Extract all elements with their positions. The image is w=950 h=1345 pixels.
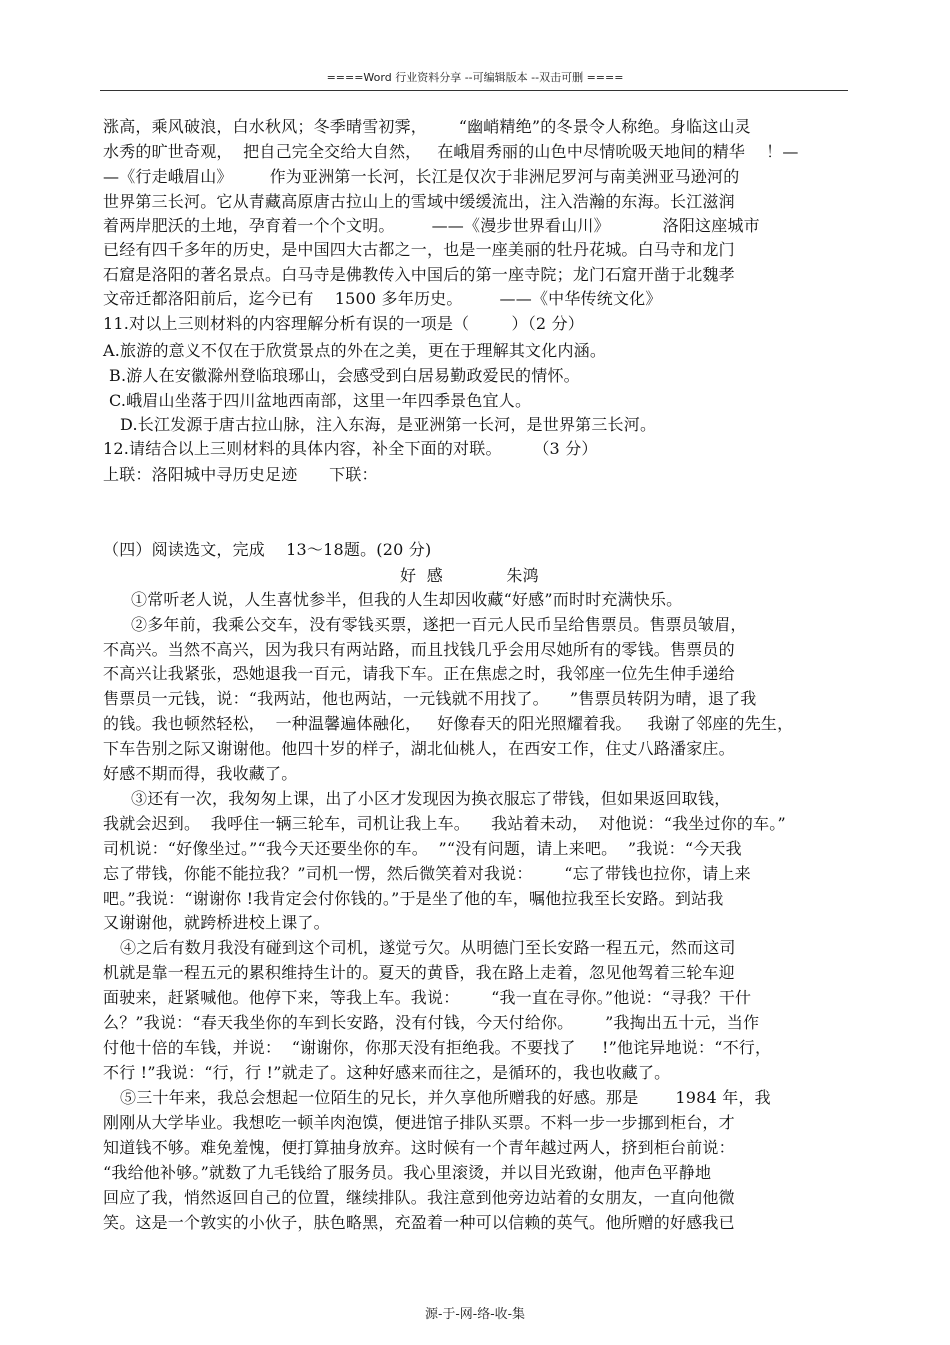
- text-line: 世界第三长河。它从青藏高原唐古拉山上的雪域中缓缓流出，注入浩瀚的东海。长江滋润: [103, 192, 735, 211]
- paragraph-line: 司机说：“好像坐过。”“我今天还要坐你的车。 ”“没有问题，请上来吧。 ”我说：“今天我: [103, 839, 742, 858]
- paragraph-line: 不高兴让我紧张，恐她退我一百元，请我下车。正在焦虑之时，我邻座一位先生伸手递给: [103, 664, 735, 683]
- paragraph-line: 忘了带钱，你能不能拉我？”司机一愣，然后微笑着对我说： “忘了带钱也拉你，请上来: [103, 864, 751, 883]
- text-line: 水秀的旷世奇观， 把自己完全交给大自然， 在峨眉秀丽的山色中尽情吮吸天地间的精华 ！—: [103, 142, 799, 161]
- paragraph-line: 付他十倍的车钱，并说： “谢谢你，你那天没有拒绝我。不要找了 !”他诧异地说：“不行，: [103, 1038, 772, 1057]
- paragraph-line: 我就会迟到。 我呼住一辆三轮车，司机让我上车。 我站着未动， 对他说：“我坐过你的车。”: [103, 814, 786, 833]
- question-12: 12.请结合以上三则材料的具体内容，补全下面的对联。 （3 分）: [103, 439, 598, 458]
- page-header: ====Word 行业资料分享 --可编辑版本 --双击可删 ====: [326, 71, 624, 84]
- option-b: B.游人在安徽滁州登临琅琊山，会感受到白居易勤政爱民的情怀。: [109, 366, 580, 385]
- couplet-line: 上联：洛阳城中寻历史足迹 下联：: [103, 465, 378, 484]
- paragraph-line: 下车告别之际又谢谢他。他四十岁的样子，湖北仙桃人，在西安工作，住丈八路潘家庄。: [103, 739, 735, 758]
- paragraph-line: 的钱。我也顿然轻松， 一种温馨遍体融化， 好像春天的阳光照耀着我。 我谢了邻座的先生，: [103, 714, 794, 733]
- paragraph-line: ①常听老人说，人生喜忧参半，但我的人生却因收藏“好感”而时时充满快乐。: [131, 590, 683, 609]
- text-line: 已经有四千多年的历史，是中国四大古都之一，也是一座美丽的牡丹花城。白马寺和龙门: [103, 240, 735, 259]
- paragraph-line: 么？”我说：“春天我坐你的车到长安路，没有付钱，今天付给你。 ”我掏出五十元，当作: [103, 1013, 760, 1032]
- paragraph-line: 又谢谢他，就跨桥进校上课了。: [103, 913, 330, 932]
- paragraph-line: ②多年前，我乘公交车，没有零钱买票，遂把一百元人民币呈给售票员。售票员皱眉，: [131, 615, 747, 634]
- page-footer: 源-于-网-络-收-集: [425, 1307, 525, 1322]
- article-title: 好 感 朱鸿: [400, 566, 539, 585]
- paragraph-line: 回应了我，悄然返回自己的位置，继续排队。我注意到他旁边站着的女朋友，一直向他微: [103, 1188, 735, 1207]
- paragraph-line: 好感不期而得，我收藏了。: [103, 764, 298, 783]
- paragraph-line: ③还有一次，我匆匆上课，出了小区才发现因为换衣服忘了带钱，但如果返回取钱，: [131, 789, 731, 808]
- text-line: 石窟是洛阳的著名景点。白马寺是佛教传入中国后的第一座寺院；龙门石窟开凿于北魏孝: [103, 265, 735, 284]
- paragraph-line: 知道钱不够。难免羞愧，便打算抽身放弃。这时候有一个青年越过两人，挤到柜台前说：: [103, 1138, 735, 1157]
- header-divider: [100, 90, 848, 91]
- question-11: 11.对以上三则材料的内容理解分析有误的一项是（ ）（2 分）: [103, 314, 584, 333]
- paragraph-line: ④之后有数月我没有碰到这个司机，遂觉亏欠。从明德门至长安路一程五元，然而这司: [120, 938, 736, 957]
- paragraph-line: 售票员一元钱，说：“我两站，他也两站，一元钱就不用找了。 ”售票员转阴为晴，退了我: [103, 689, 757, 708]
- option-d: D.长江发源于唐古拉山脉，注入东海，是亚洲第一长河，是世界第三长河。: [120, 415, 657, 434]
- paragraph-line: 笑。这是一个敦实的小伙子，肤色略黑，充盈着一种可以信赖的英气。他所赠的好感我已: [103, 1213, 735, 1232]
- paragraph-line: 不高兴。当然不高兴，因为我只有两站路，而且找钱几乎会用尽她所有的零钱。售票员的: [103, 640, 735, 659]
- paragraph-line: 刚刚从大学毕业。我想吃一顿羊肉泡馍，便进馆子排队买票。不料一步一步挪到柜台，才: [103, 1113, 735, 1132]
- paragraph-line: 不行 !”我说：“行，行 !”就走了。这种好感来而往之，是循环的，我也收藏了。: [103, 1063, 671, 1082]
- text-line: 文帝迁都洛阳前后，迄今已有 1500 多年历史。 ——《中华传统文化》: [103, 289, 662, 308]
- option-c: C.峨眉山坐落于四川盆地西南部，这里一年四季景色宜人。: [109, 391, 532, 410]
- paragraph-line: 吧。”我说：“谢谢你 !我肯定会付你钱的。”于是坐了他的车，嘱他拉我至长安路。到站我: [103, 889, 724, 908]
- text-line: 着两岸肥沃的土地，孕育着一个个文明。 ——《漫步世界看山川》 洛阳这座城市: [103, 216, 760, 235]
- text-line: —《行走峨眉山》 作为亚洲第一长河，长江是仅次于非洲尼罗河与南美洲亚马逊河的: [103, 167, 740, 186]
- paragraph-line: ⑤三十年来，我总会想起一位陌生的兄长，并久享他所赠我的好感。那是 1984 年，我: [120, 1088, 771, 1107]
- text-line: 涨高，乘风破浪，白水秋风；冬季晴雪初霁， “幽峭精绝”的冬景令人称绝。身临这山灵: [103, 117, 751, 136]
- paragraph-line: 面驶来，赶紧喊他。他停下来，等我上车。我说： “我一直在寻你。”他说：“寻我？干什: [103, 988, 752, 1007]
- section-heading: （四）阅读选文，完成 13～18题。(20 分): [103, 540, 432, 559]
- option-a: A.旅游的意义不仅在于欣赏景点的外在之美，更在于理解其文化内涵。: [103, 341, 607, 360]
- paragraph-line: 机就是靠一程五元的累积维持生计的。夏天的黄昏，我在路上走着，忽见他驾着三轮车迎: [103, 963, 735, 982]
- paragraph-line: “我给他补够。”就数了九毛钱给了服务员。我心里滚烫，并以目光致谢，他声色平静地: [103, 1163, 712, 1182]
